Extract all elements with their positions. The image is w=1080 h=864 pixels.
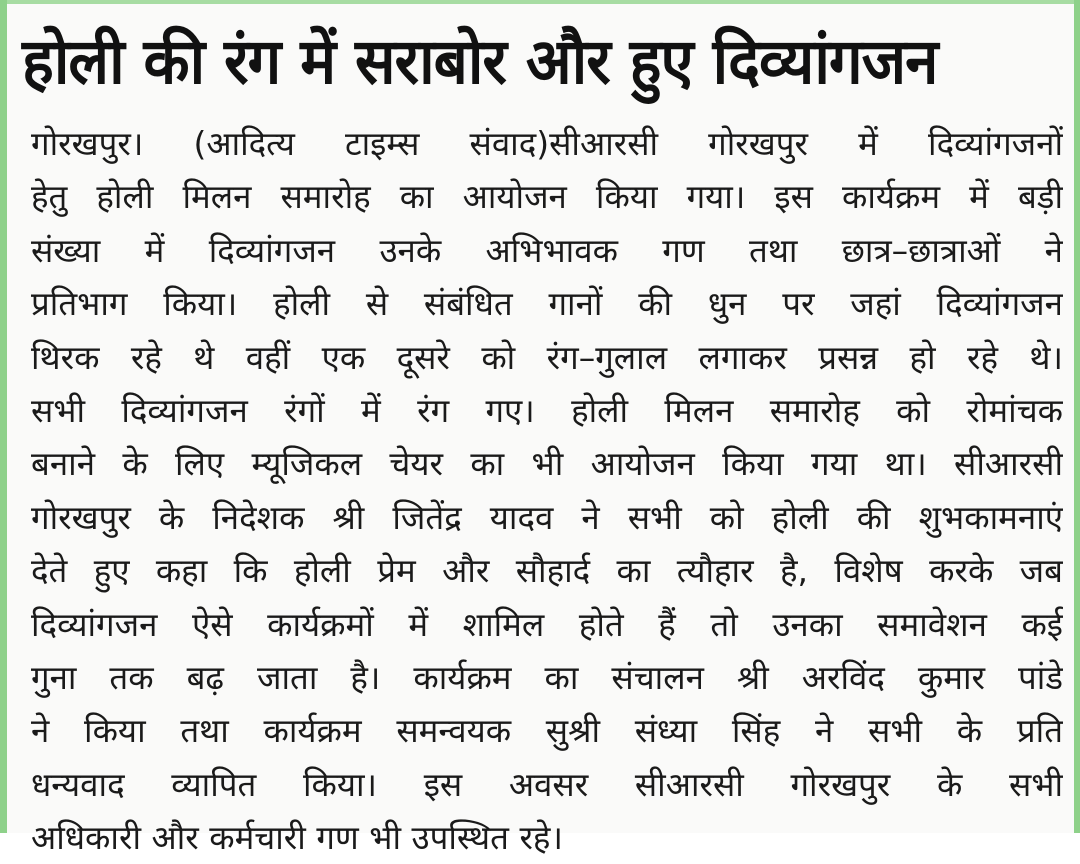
article-line: देते हुए कहा कि होली प्रेम और सौहार्द का त्यौहार है, विशेष करके जब [31, 551, 1063, 591]
article-line: संख्या में दिव्यांगजन उनके अभिभावक गण तथा छात्र–छात्राओं ने [31, 230, 1063, 270]
article-line: बनाने के लिए म्यूजिकल चेयर का भी आयोजन किया गया था। सीआरसी [31, 444, 1063, 484]
article-line: हेतु होली मिलन समारोह का आयोजन किया गया। इस कार्यक्रम में बड़ी [31, 177, 1063, 217]
article-line: ने किया तथा कार्यक्रम समन्वयक सुश्री संध्या सिंह ने सभी के प्रति [31, 711, 1063, 751]
article-line: दिव्यांगजन ऐसे कार्यक्रमों में शामिल होते हैं तो उनका समावेशन कई [31, 604, 1063, 644]
article-line: प्रतिभाग किया। होली से संबंधित गानों की धुन पर जहां दिव्यांगजन [31, 284, 1063, 324]
article-line: सभी दिव्यांगजन रंगों में रंग गए। होली मिलन समारोह को रोमांचक [31, 390, 1063, 430]
article-line: अधिकारी और कर्मचारी गण भी उपस्थित रहे। [31, 818, 563, 858]
frame-left-border [0, 0, 7, 833]
frame-right-border [1074, 0, 1080, 833]
article-body [31, 117, 1063, 864]
article-line: धन्यवाद व्यापित किया। इस अवसर सीआरसी गोरखपुर के सभी [31, 764, 1063, 804]
headline: होली की रंग में सराबोर और हुए दिव्यांगजन [22, 25, 938, 99]
frame-top-border [0, 0, 1080, 4]
article-line: गोरखपुर। (आदित्य टाइम्स संवाद)सीआरसी गोरखपुर में दिव्यांगजनों [31, 124, 1063, 163]
article-line: गोरखपुर के निदेशक श्री जितेंद्र यादव ने सभी को होली की शुभकामनाएं [31, 497, 1063, 537]
article-line: थिरक रहे थे वहीं एक दूसरे को रंग–गुलाल लगाकर प्रसन्न हो रहे थे। [31, 337, 1063, 377]
article-line: गुना तक बढ़ जाता है। कार्यक्रम का संचालन श्री अरविंद कुमार पांडे [31, 657, 1063, 697]
